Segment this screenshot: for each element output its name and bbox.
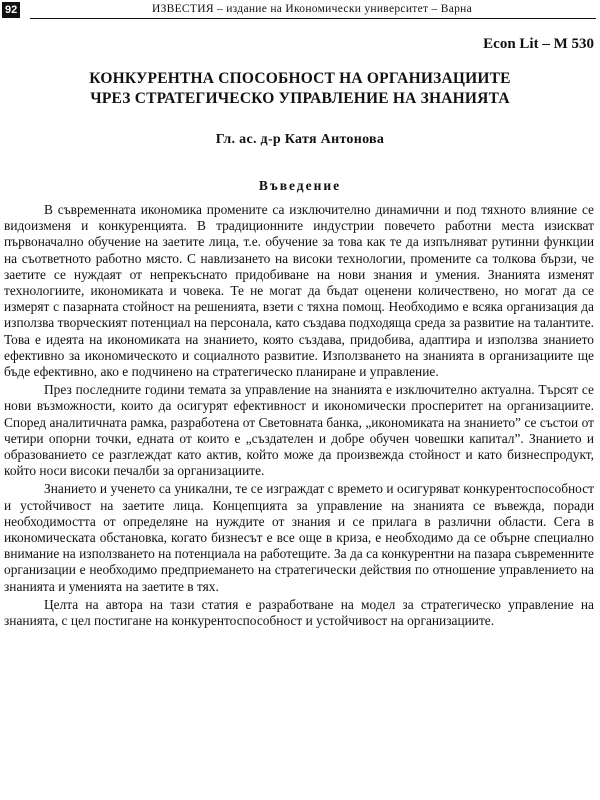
section-heading: Въведение bbox=[258, 178, 342, 193]
article-title-line-2: ЧРЕЗ СТРАТЕГИЧЕСКО УПРАВЛЕНИЕ НА ЗНАНИЯТА bbox=[90, 90, 510, 107]
paragraph-4: Целта на автора на тази статия е разработване на модел за стратегическо управление на знанията, с цел постигане на конкурентоспособност и устойчивост на организациите. bbox=[4, 596, 594, 629]
author-name: Гл. ас. д-р Катя Антонова bbox=[215, 132, 385, 147]
running-head: ИЗВЕСТИЯ – издание на Икономически университет – Варна bbox=[151, 3, 473, 15]
paragraph-1: В съвременната икономика промените са изключително динамични и под тяхното влияние се видоизменя и конкуренцията. В традиционните индустрии повечето работни места изискват първоначално обучение на заетите лица, т.е. обучение за това как те да изпълняват рутинни функции на съответното работно място. С навлизането на високи технологии, промените са толкова бързи, че заетите се нуждаят от непрекъснато придобиване на нови знания и умения. Знанията изменят технологиите, икономиката и човека. Те не могат да бъдат оценени количествено, но могат да се измерят с пазарната стойност на решенията, взети с тяхна помощ. Необходимо е всяка организация да използва творческият потенциал на персонала, като създава подходяща среда за развитие на талантите. Това е идеята на икономиката на знанието, която създава, придобива, адаптира и използва знанието ефективно за икономическото и социалното развитие. Използването на знанията в организациите ще бъде ефективно, ако е подчинено на стратегическо планиране и управление. bbox=[4, 202, 594, 380]
header-rule bbox=[30, 18, 596, 19]
article-title-line-1: КОНКУРЕНТНА СПОСОБНОСТ НА ОРГАНИЗАЦИИТЕ bbox=[89, 70, 511, 87]
paragraph-3: Знанието и ученето са уникални, те се изграждат с времето и осигуряват конкурентоспособност и устойчивост на заетите лица. Концепцията за управление на знанията се въвежда, поради необходимостта от определяне на нуждите от знания и се прилага в различни области. Сега в икономическата обстановка, когато бизнесът е все още в криза, е необходимо да се обърне специално внимание на използването на потенциала на работещите. За да са конкурентни на пазара съвременните организации е необходимо предприемането на стратегически действия по отношение управлението на знанията и уменията на заетите в тях. bbox=[4, 481, 594, 594]
article-title bbox=[0, 69, 600, 109]
econ-lit-code: Econ Lit – M 530 bbox=[483, 36, 594, 52]
paragraph-2: През последните години темата за управление на знанията е изключително актуална. Търсят се нови възможности, които да осигурят ефективност и икономически просперитет на организациите. Според аналитичната рамка, разработена от Световната банка, „икономиката на знанието” се състои от четири опорни точки, едната от които е „създателен и добре обучен човешки капитал”. Знанието и образованието се разглеждат като актив, който може да произвежда стойност и като бизнеспродукт, който носи високи печалби за организациите. bbox=[4, 382, 594, 479]
page-number: 92 bbox=[2, 2, 20, 18]
page-header bbox=[0, 0, 600, 22]
body-text bbox=[4, 202, 594, 631]
